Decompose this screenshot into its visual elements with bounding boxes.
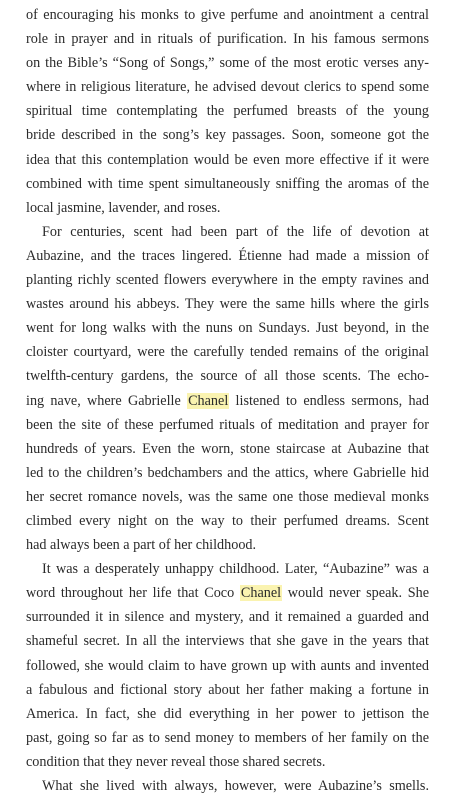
text-line	[26, 196, 429, 220]
text-run: where in religious literature, he advised devout clerics to spend some	[26, 79, 429, 96]
text-run: had always been a part of her childhood.	[26, 537, 257, 554]
text-run: idea that this contemplation would be even more effective if it were	[26, 151, 429, 168]
text-line	[26, 220, 429, 244]
text-run: of encouraging his monks to give perfume and anointment a central	[26, 7, 429, 23]
text-line	[26, 485, 429, 509]
text-run: surrounded it in silence and mystery, and it remained a guarded and	[26, 609, 429, 626]
text-line	[26, 27, 429, 51]
text-run: cloister courtyard, were the carefully tended remains of the original	[26, 344, 429, 361]
text-line	[26, 75, 429, 99]
text-line	[26, 340, 429, 364]
text-line	[26, 726, 429, 750]
text-run: twelfth-century gardens, the source of all those scents. The echo-	[26, 368, 429, 385]
text-line	[26, 557, 429, 581]
text-line	[26, 172, 429, 196]
text-line	[26, 99, 429, 123]
text-line	[26, 364, 429, 388]
text-line	[26, 268, 429, 292]
text-run: past, going so far as to send money to members of her family on the	[26, 729, 429, 746]
text-run: wastes around his abbeys. They were the same hills where the girls	[26, 296, 429, 313]
text-run: followed, she would claim to have grown up with aunts and invented	[26, 657, 429, 674]
text-line	[26, 774, 429, 798]
text-line	[26, 581, 429, 605]
text-line	[26, 605, 429, 629]
text-line	[26, 3, 429, 27]
text-run: Aubazine, and the traces lingered. Étienne had made a mission of	[26, 247, 429, 264]
text-run: word throughout her life that Coco	[26, 585, 240, 602]
text-run: hundreds of years. Even the worn, stone staircase at Aubazine that	[26, 440, 429, 457]
text-run: condition that they never reveal those shared secrets.	[26, 753, 326, 770]
text-line	[26, 509, 429, 533]
text-run: For centuries, scent had been part of the life of devotion at	[42, 223, 429, 240]
text-line	[26, 389, 429, 413]
text-line	[26, 533, 429, 557]
text-run: been the site of these perfumed rituals of meditation and prayer for	[26, 416, 429, 433]
text-run: combined with time spent simultaneously sniffing the aromas of the	[26, 175, 429, 192]
text-line	[26, 316, 429, 340]
text-line	[26, 461, 429, 485]
highlighted-term: Chanel	[188, 392, 229, 409]
text-run: role in prayer and in rituals of purification. In his famous sermons	[26, 31, 429, 48]
text-run: a fabulous and fictional story about her father making a fortune in	[26, 681, 429, 698]
text-run: It was a desperately unhappy childhood. Later, “Aubazine” was a	[42, 561, 429, 578]
text-line	[26, 702, 429, 726]
text-run: climbed every night on the way to their perfumed dreams. Scent	[26, 512, 429, 529]
text-run: ing nave, where Gabrielle	[26, 392, 188, 409]
text-line	[26, 51, 429, 75]
text-run: on the Bible’s “Song of Songs,” some of the most erotic verses any-	[26, 55, 429, 72]
text-run: planting richly scented flowers everywhere in the empty ravines and	[26, 272, 429, 289]
highlighted-term: Chanel	[240, 585, 282, 602]
text-line	[26, 629, 429, 653]
text-line	[26, 244, 429, 268]
text-run: listened to endless sermons, had	[229, 392, 429, 409]
paragraph	[26, 774, 429, 798]
text-run: shameful secret. In all the interviews that she gave in the years that	[26, 633, 429, 650]
text-line	[26, 413, 429, 437]
text-run: spiritual time contemplating the perfumed breasts of the young	[26, 103, 429, 120]
text-run: What she lived with always, however, were Aubazine’s smells.	[42, 778, 429, 794]
paragraph	[26, 557, 429, 774]
text-run: her secret romance novels, was the same one those medieval monks	[26, 488, 429, 505]
text-run: America. In fact, she did everything in her power to jettison the	[26, 705, 429, 722]
paragraph	[26, 3, 429, 220]
book-page	[26, 3, 429, 794]
text-line	[26, 437, 429, 461]
text-line	[26, 654, 429, 678]
text-run: would never speak. She	[282, 585, 429, 602]
text-run: bride described in the song’s key passages. Soon, someone got the	[26, 127, 429, 144]
text-line	[26, 678, 429, 702]
text-run: local jasmine, lavender, and roses.	[26, 199, 221, 216]
text-line	[26, 292, 429, 316]
text-line	[26, 750, 429, 774]
text-line	[26, 148, 429, 172]
text-run: went for long walks with the nuns on Sundays. Just beyond, in the	[26, 320, 429, 337]
paragraph	[26, 220, 429, 557]
text-run: led to the children’s bedchambers and the attics, where Gabrielle hid	[26, 464, 429, 481]
text-line	[26, 123, 429, 147]
